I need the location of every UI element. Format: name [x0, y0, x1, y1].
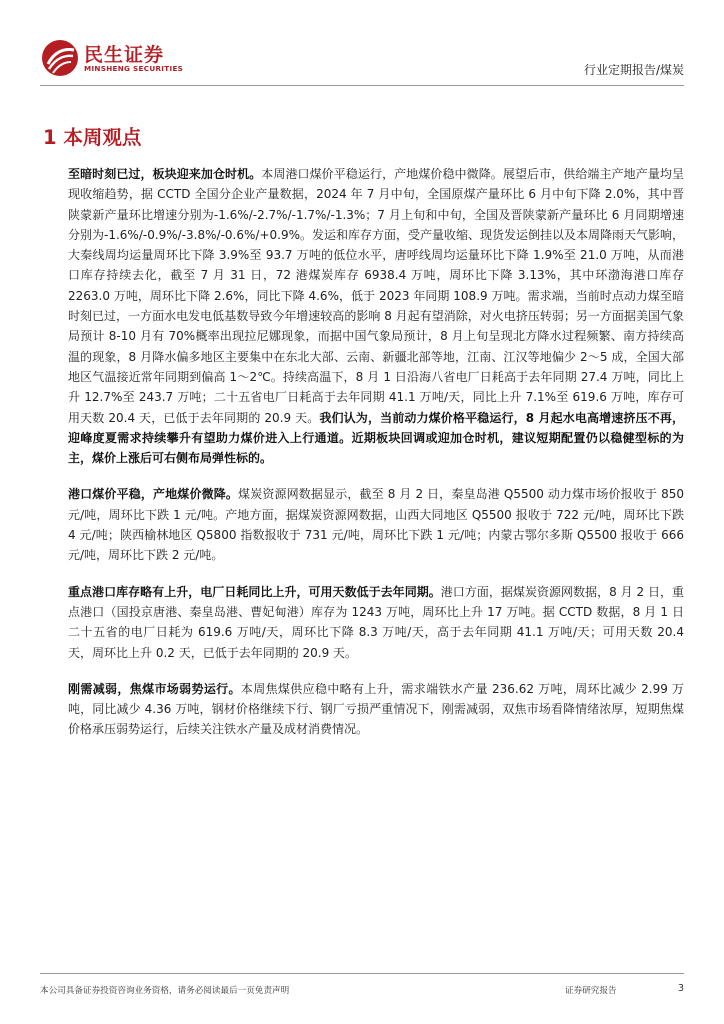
footer-disclaimer: 本公司具备证券投资咨询业务资格，请务必阅读最后一页免责声明: [40, 986, 290, 996]
page-header: [0, 0, 724, 90]
company-logo: [40, 38, 240, 78]
paragraph-port-inventory: [68, 582, 684, 663]
page-number: 3: [677, 983, 684, 994]
logo-chinese-name: 民生证券: [84, 44, 165, 66]
report-body: [68, 164, 684, 756]
report-type-label: 行业定期报告/煤炭: [583, 63, 684, 77]
minsheng-logo-icon: [40, 38, 80, 78]
paragraph-lead: 至暗时刻已过，板块迎来加仓时机。: [68, 167, 262, 181]
paragraph-body: 本周港口煤价平稳运行，产地煤价稳中微降。展望后市，供给端主产地产量均呈现收缩趋势，据 CCTD 全国分企业产量数据，2024 年 7 月中旬，全国原煤产量环比 6 月中旬下降 2.0%，其中晋陕蒙新产量环比增速分别为-1.6%/-2.7%/-1.7%/-1.3%；7 月上旬和中旬，全国及晋陕蒙新产量环比 6 月同期增速分别为-1.6%/-0.9%/-3.8%/-0.6%/+0.9%。发运和库存方面，受产量收缩、现货发运倒挂以及本周降雨天气影响，大秦线周均运量周环比下降 3.9%至 93.7 万吨的低位水平，唐呼线周均运量环比下降 1.9%至 21.0 万吨，从而港口库存持续去化，截至 7 月 31 日，72 港煤炭库存 6938.4 万吨，周环比下降 3.13%，其中环渤海港口库存 2263.0 万吨，周环比下降 2.6%，同比下降 4.6%，低于 2023 年同期 108.9 万吨。需求端，当前时点动力煤至暗时刻已过，一方面水电发电低基数导致今年增速较高的影响 8 月起有望消除，对火电挤压转弱；另一方面据美国气象局预计 8-10 月有 70%概率出现拉尼娜现象，而据中国气象局预计，8 月上旬呈现北方降水过程频繁、南方持续高温的现象，8 月降水偏多地区主要集中在东北大部、云南、新疆北部等地，江南、江汉等地偏少 2～5 成，全国大部地区气温接近常年同期到偏高 1～2℃。持续高温下，8 月 1 日沿海八省电厂日耗高于去年同期 27.4 万吨，同比上升 12.7%至 243.7 万吨；二十五省电厂日耗高于去年同期 41.1 万吨/天，同比上升 7.1%至 619.6 万吨，库存可用天数 20.4 天，已低于去年同期的 20.9 天。: [68, 167, 684, 425]
header-divider: [40, 85, 684, 86]
section-title: 1 本周观点: [43, 126, 142, 149]
paragraph-lead: 刚需减弱，焦煤市场弱势运行。: [68, 681, 241, 696]
paragraph-market-view: [68, 164, 684, 468]
paragraph-body: 煤炭资源网数据显示，截至 8 月 2 日，秦皇岛港 Q5500 动力煤市场价报收于 850 元/吨，周环比下跌 1 元/吨。产地方面，据煤炭资源网数据，山西大同地区 Q5500 报收于 722 元/吨，周环比下跌 4 元/吨；陕西榆林地区 Q5800 指数报收于 731 元/吨，周环比下跌 1 元/吨；内蒙古鄂尔多斯 Q5500 报收于 666 元/吨，周环比下跌 2 元/吨。: [68, 487, 684, 563]
paragraph-conclusion: 我们认为，当前动力煤价格平稳运行，8 月起水电高增速挤压不再，迎峰度夏需求持续攀升有望助力煤价进入上行通道。近期板块回调或迎加仓时机，建议短期配置仍以稳健型标的为主，煤价上涨后可右侧布局弹性标的。: [68, 410, 684, 466]
paragraph-coking-coal: [68, 679, 684, 740]
logo-english-name: MINSHENG SECURITIES: [84, 64, 184, 73]
paragraph-lead: 港口煤价平稳，产地煤价微降。: [68, 487, 239, 502]
footer-divider: [40, 973, 684, 974]
paragraph-body: 本周焦煤供应稳中略有上升，需求端铁水产量 236.62 万吨，周环比减少 2.99 万吨，同比减少 4.36 万吨，钢材价格继续下行、钢厂亏损严重情况下，刚需减弱，双焦市场看降情绪浓厚，短期焦煤价格承压弱势运行，后续关注铁水产量及成材消费情况。: [68, 681, 684, 737]
paragraph-body: 港口方面，据煤炭资源网数据，8 月 2 日，重点港口（国投京唐港、秦皇岛港、曹妃甸港）库存为 1243 万吨，周环比上升 17 万吨。据 CCTD 数据，8 月 1 日二十五省的电厂日耗为 619.6 万吨/天，周环比下降 8.3 万吨/天，高于去年同期 41.1 万吨/天；可用天数 20.4 天，周环比上升 0.2 天，已低于去年同期的 20.9 天。: [68, 584, 684, 660]
footer-doc-type: 证券研究报告: [565, 986, 617, 996]
paragraph-coal-price: [68, 484, 684, 565]
paragraph-lead: 重点港口库存略有上升，电厂日耗同比上升，可用天数低于去年同期。: [68, 584, 441, 599]
